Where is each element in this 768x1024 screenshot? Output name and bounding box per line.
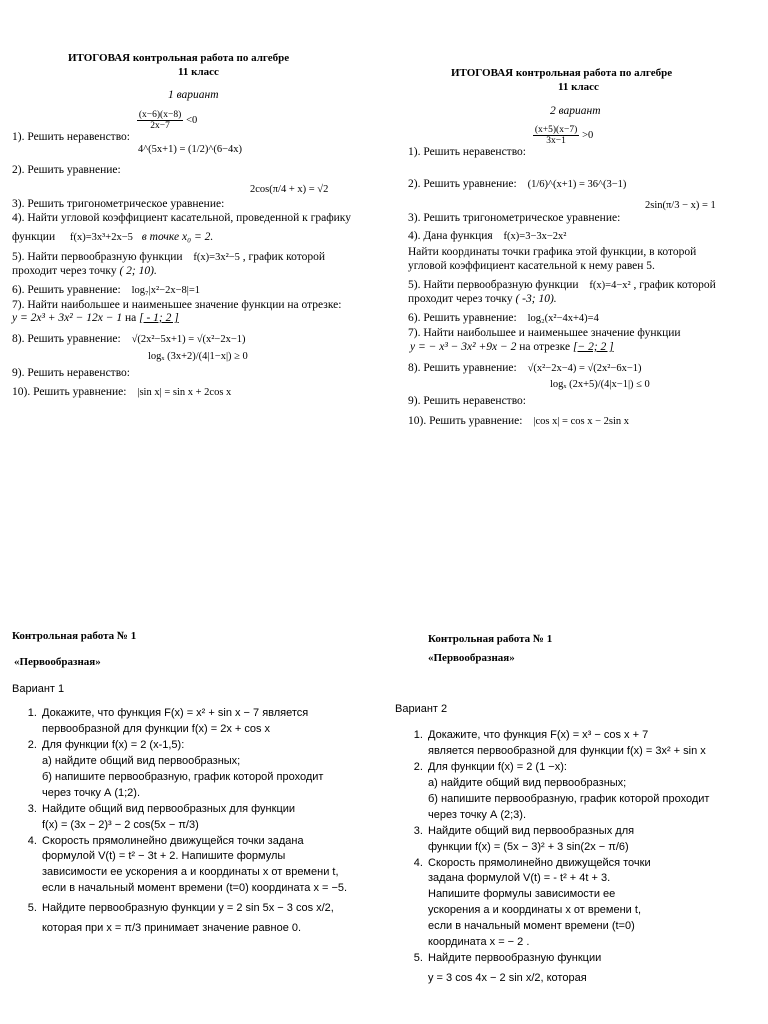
v1-q5-through: проходит через точку — [12, 265, 117, 277]
v1-grade: 11 класс — [178, 66, 219, 78]
v1-q9-formula: logₓ (3x+2)/(4|1−x|) ≥ 0 — [148, 351, 248, 362]
v1-q10-formula: |sin x| = sin x + 2cos x — [137, 386, 232, 398]
v2-task-1 — [408, 125, 594, 158]
k1-t4-line4: если в начальный момент времени (t=0) координата x = −5. — [42, 882, 348, 895]
v2-q7-formula: y = − x³ − 3x² +9x − 2 — [410, 341, 517, 353]
v2-q3-text: 3). Решить тригонометрическое уравнение: — [408, 212, 621, 224]
v1-q5-formula: f(x)=3x²−5 — [193, 251, 240, 263]
k1-task-1 — [40, 706, 382, 738]
v1-q5-line2 — [12, 264, 157, 278]
v2-q5-formula: f(x)=4−x² — [589, 279, 631, 291]
v2-q1-numerator: (x+5)(x−7) — [534, 125, 578, 135]
k2-t4-line6: координата x = − 2 . — [428, 936, 530, 949]
k2-task-5 — [426, 951, 758, 987]
v2-q1-text: 1). Решить неравенство: — [408, 145, 526, 158]
k1-subtitle: «Первообразная» — [14, 656, 101, 668]
k2-t2-line1: 2. Для функции f(x) = 2 (1 −x): — [428, 760, 567, 773]
v1-q5-text: 5). Найти первообразную функции — [12, 251, 183, 263]
k2-task-list — [408, 728, 758, 987]
v1-q7-line2 — [12, 311, 179, 325]
k2-t1-line1: 1. Докажите, что функция F(x) = x³ − cos x + 7 — [428, 729, 649, 741]
v1-q5-line1 — [12, 250, 325, 264]
k1-t1-line2: первообразной для функции f(x) = 2x + cos x — [42, 722, 271, 735]
v1-q8-formula: √(2x²−5x+1) = √(x²−2x−1) — [131, 333, 246, 345]
k1-task-3 — [40, 802, 382, 834]
v1-variant: 1 вариант — [168, 89, 219, 101]
v2-task-4 — [408, 229, 566, 243]
v2-q5-through: проходит через точку — [408, 293, 513, 305]
k1-t5-line1: 5. Найдите первообразную функции y = 2 sin 5x − 3 cos x/2, — [42, 902, 334, 915]
v1-q5-tail: , график которой — [242, 251, 326, 263]
v2-q10-formula: |cos x| = cos x − 2sin x — [533, 415, 630, 427]
v1-q1-denominator: 2x−7 — [150, 121, 170, 132]
v2-q4-formula: f(x)=3−3x−2x² — [503, 230, 567, 242]
k2-t2-line2: а) найдите общий вид первообразных; — [428, 776, 627, 789]
v1-q2-text: 2). Решить уравнение: — [12, 164, 121, 176]
k1-t4-line1: 4. Скорость прямолинейно движущейся точки задана — [42, 834, 304, 847]
v2-q5-text: 5). Найти первообразную функции — [408, 279, 579, 291]
k1-t5-line2: которая при x = π/3 принимает значение равное 0. — [42, 922, 302, 935]
v2-q3-formula: 2sin(π/3 − x) = 1 — [645, 200, 716, 211]
v1-q4-line1: 4). Найти угловой коэффициент касательной, проведенной к графику — [12, 212, 351, 224]
k1-title: Контрольная работа № 1 — [12, 630, 137, 642]
v2-q4-text: 4). Дана функция — [408, 230, 493, 242]
k1-t4-line2: формулой V(t) = t² − 3t + 2. Напишите формулы — [42, 850, 286, 863]
v2-q5-tail: , график которой — [633, 279, 716, 291]
v1-q1-text: 1). Решить неравенство: — [12, 130, 130, 143]
v1-q10-text: 10). Решить уравнение: — [12, 386, 127, 398]
v2-q8-text: 8). Решить уравнение: — [408, 362, 517, 374]
k1-task-4 — [40, 834, 382, 898]
v2-q7-text: 7). Найти наибольшее и наименьшее значение функции — [408, 327, 681, 339]
k1-task-5 — [40, 901, 382, 937]
v1-q7-text: 7). Найти наибольшее и наименьшее значение функции на отрезке: — [12, 299, 342, 311]
v1-q6-formula: log₇|x²−2x−8|=1 — [131, 284, 201, 296]
v1-title: ИТОГОВАЯ контрольная работа по алгебре — [68, 52, 290, 64]
v2-q10-text: 10). Решить уравнение: — [408, 415, 523, 427]
v1-q4-point: в точке x₀ = 2. — [141, 231, 214, 243]
k2-t3-line2: функции f(x) = (5x − 3)² + 3 sin(2x − π/6) — [428, 840, 629, 853]
v1-q4-label: функции — [12, 231, 56, 243]
k2-t4-line4: ускорения a и координаты x от времени t, — [428, 904, 641, 917]
v2-title: ИТОГОВАЯ контрольная работа по алгебре — [451, 67, 673, 79]
k2-t5-line1: 5. Найдите первообразную функции — [428, 952, 602, 965]
k2-variant: Вариант 2 — [395, 703, 448, 715]
v2-q7-line2 — [410, 340, 614, 354]
v2-q7-on: на отрезке — [519, 341, 571, 353]
v2-grade: 11 класс — [558, 81, 599, 93]
v1-q2-formula: 4^(5x+1) = (1/2)^(6−4x) — [138, 144, 243, 155]
v1-q3-formula: 2cos(π/4 + x) = √2 — [250, 184, 329, 195]
v2-q8-formula: √(x²−2x−4) = √(2x²−6x−1) — [527, 362, 642, 374]
v2-task-2 — [408, 177, 626, 191]
v2-q2-text: 2). Решить уравнение: — [408, 178, 517, 190]
v2-q1-denominator: 3x−1 — [546, 136, 566, 147]
v2-q5-point: ( -3; 10). — [515, 293, 557, 305]
k1-t1-line1: 1. Докажите, что функция F(x) = x² + sin x − 7 является — [42, 707, 309, 719]
k2-task-4 — [426, 856, 758, 952]
v2-variant: 2 вариант — [550, 105, 601, 117]
v2-q7-segment: [− 2; 2 ] — [572, 341, 614, 353]
v2-q2-formula: (1/6)^(x+1) = 36^(3−1) — [527, 178, 627, 190]
k2-t1-line2: является первообразной для функции f(x) = 3x² + sin x — [428, 744, 706, 757]
k1-t2-line2: а) найдите общий вид первообразных; — [42, 754, 241, 767]
v2-q6-formula: log₂(x²−4x+4)=4 — [527, 312, 599, 324]
v1-q3-text: 3). Решить тригонометрическое уравнение: — [12, 198, 225, 210]
k1-variant: Вариант 1 — [12, 683, 65, 695]
k2-task-3 — [426, 824, 758, 856]
v1-q4-line2 — [12, 230, 213, 244]
v1-task-10 — [12, 385, 231, 399]
k2-t2-line4: через точку А (2;3). — [428, 808, 527, 821]
v1-q9-text: 9). Решить неравенство: — [12, 367, 130, 379]
k2-t4-line1: 4. Скорость прямолинейно движущейся точки — [428, 856, 651, 869]
k1-t2-line3: б) напишите первообразную, график которой проходит — [42, 770, 324, 783]
k1-task-list — [22, 706, 382, 937]
v2-q5-line2 — [408, 292, 557, 306]
v2-q4-line3: угловой коэффициент касательной к нему равен 5. — [408, 260, 655, 272]
v2-task-6 — [408, 311, 599, 325]
k2-t3-line1: 3. Найдите общий вид первообразных для — [428, 824, 635, 837]
k2-t5-line2: y = 3 cos 4x − 2 sin x/2, которая — [428, 972, 587, 985]
v1-task-8 — [12, 332, 246, 346]
k2-title: Контрольная работа № 1 — [428, 633, 553, 645]
k2-t2-line3: б) напишите первообразную, график которой проходит — [428, 792, 710, 805]
k2-t4-line3: Напишите формулы зависимости ее — [428, 888, 616, 901]
k1-t2-line4: через точку А (1;2). — [42, 786, 141, 799]
k2-task-1 — [426, 728, 758, 760]
v1-task-6 — [12, 283, 200, 297]
v1-q5-point: ( 2; 10). — [119, 265, 157, 277]
v2-q4-line2: Найти координаты точки графика этой функции, в которой — [408, 246, 697, 258]
v1-q1-fraction — [137, 110, 183, 132]
v2-q9-text: 9). Решить неравенство: — [408, 395, 526, 407]
v2-task-10 — [408, 414, 629, 428]
k2-t4-line2: задана формулой V(t) = - t² + 4t + 3. — [428, 872, 611, 885]
k1-t3-line1: 3. Найдите общий вид первообразных для функции — [42, 802, 296, 815]
v2-q1-relation: >0 — [582, 130, 594, 142]
v1-q4-formula: f(x)=3x³+2x−5 — [70, 231, 133, 243]
v1-q7-formula: y = 2x³ + 3x² − 12x − 1 — [12, 312, 123, 324]
v2-task-8 — [408, 361, 642, 375]
k2-t4-line5: если в начальный момент времени (t=0) — [428, 920, 635, 933]
v1-q8-text: 8). Решить уравнение: — [12, 333, 121, 345]
k2-task-2 — [426, 760, 758, 824]
v1-q6-text: 6). Решить уравнение: — [12, 284, 121, 296]
v1-task-1 — [12, 110, 198, 143]
v1-q7-segment: [ - 1; 2 ] — [139, 312, 179, 324]
v2-q6-text: 6). Решить уравнение: — [408, 312, 517, 324]
v2-q9-formula: logₓ (2x+5)/(4|x−1|) ≤ 0 — [550, 379, 650, 390]
v1-q1-numerator: (x−6)(x−8) — [138, 110, 182, 120]
k1-t3-line2: f(x) = (3x − 2)³ − 2 cos(5x − π/3) — [42, 818, 199, 831]
v2-q5-line1 — [408, 278, 716, 292]
k1-task-2 — [40, 738, 382, 802]
v2-q1-fraction — [533, 125, 579, 147]
k1-t4-line3: зависимости ее ускорения a и координаты x от времени t, — [42, 866, 339, 879]
v1-q1-relation: <0 — [186, 115, 198, 127]
k2-subtitle: «Первообразная» — [428, 652, 515, 664]
k1-t2-line1: 2. Для функции f(x) = 2 (x-1,5): — [42, 738, 185, 751]
v1-q7-on: на — [124, 312, 137, 324]
